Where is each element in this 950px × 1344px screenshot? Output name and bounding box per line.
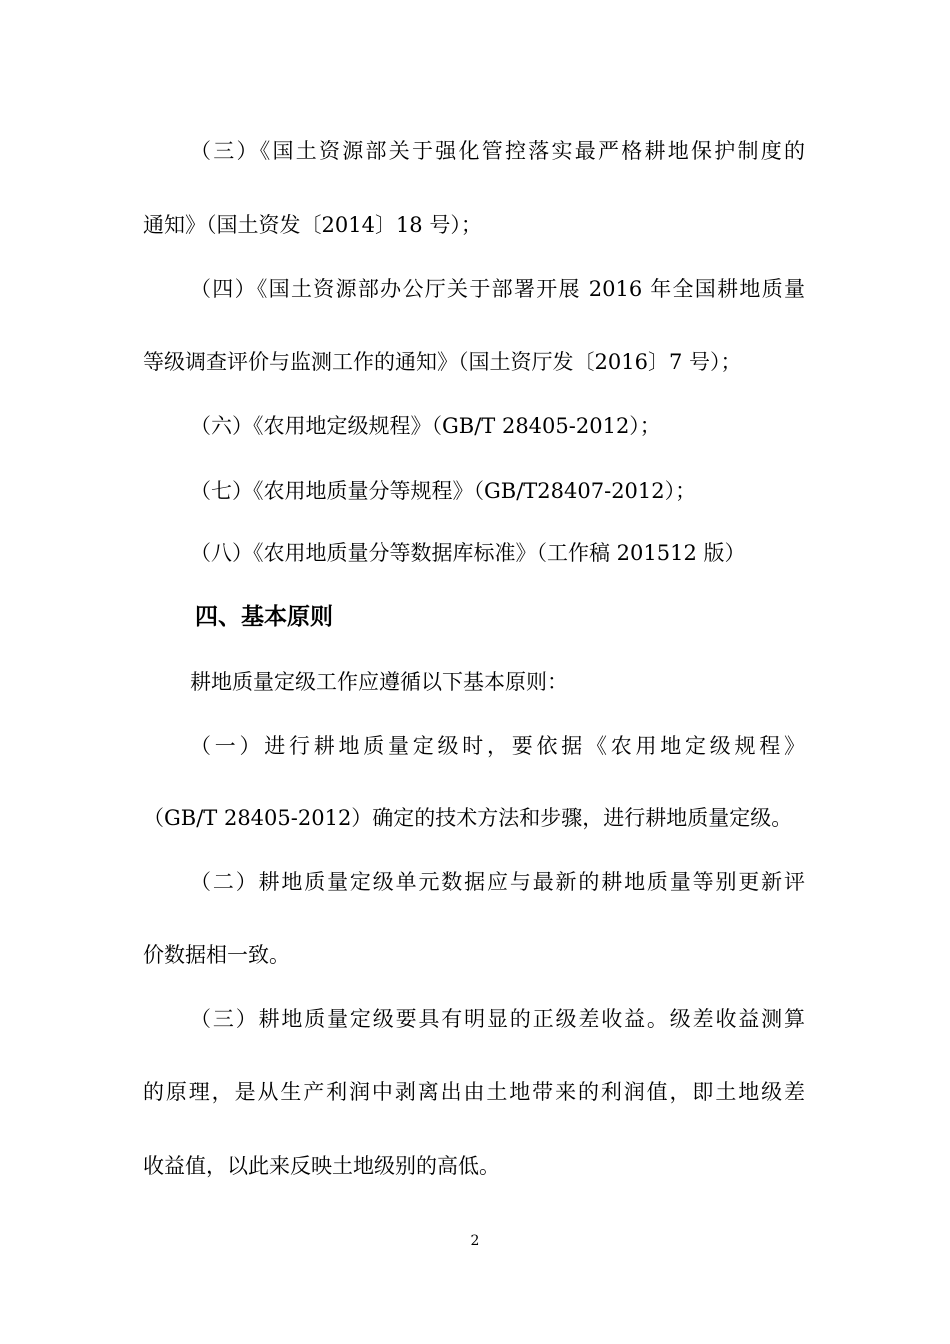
paragraph-line: （三）《国土资源部关于强化管控落实最严格耕地保护制度的 [190,139,805,163]
paragraph-line: （一）进行耕地质量定级时，要依据《农用地定级规程》 [190,734,805,758]
paragraph-line: （六）《农用地定级规程》（GB/T 28405-2012）； [190,414,661,438]
paragraph-line: 耕地质量定级工作应遵循以下基本原则： [190,670,568,694]
paragraph-line: 收益值，以此来反映土地级别的高低。 [143,1154,500,1178]
paragraph-line: 等级调查评价与监测工作的通知》（国土资厅发〔2016〕7 号）； [143,350,742,374]
paragraph-line: （八）《农用地质量分等数据库标准》（工作稿 201512 版） [190,541,746,565]
paragraph-line: （四）《国土资源部办公厅关于部署开展 2016 年全国耕地质量 [190,277,805,301]
paragraph-line: 价数据相一致。 [143,943,290,967]
paragraph-line: 的原理，是从生产利润中剥离出由土地带来的利润值，即土地级差 [143,1080,805,1104]
paragraph-line: （七）《农用地质量分等规程》（GB/T28407-2012）； [190,479,697,503]
paragraph-line: （GB/T 28405-2012）确定的技术方法和步骤，进行耕地质量定级。 [143,806,793,830]
paragraph-line: （二）耕地质量定级单元数据应与最新的耕地质量等别更新评 [190,870,805,894]
paragraph-line: （三）耕地质量定级要具有明显的正级差收益。级差收益测算 [190,1007,805,1031]
paragraph-line: 通知》（国土资发〔2014〕18 号）； [143,213,482,237]
page-number: 2 [470,1233,480,1249]
section-heading: 四、基本原则 [195,603,333,630]
